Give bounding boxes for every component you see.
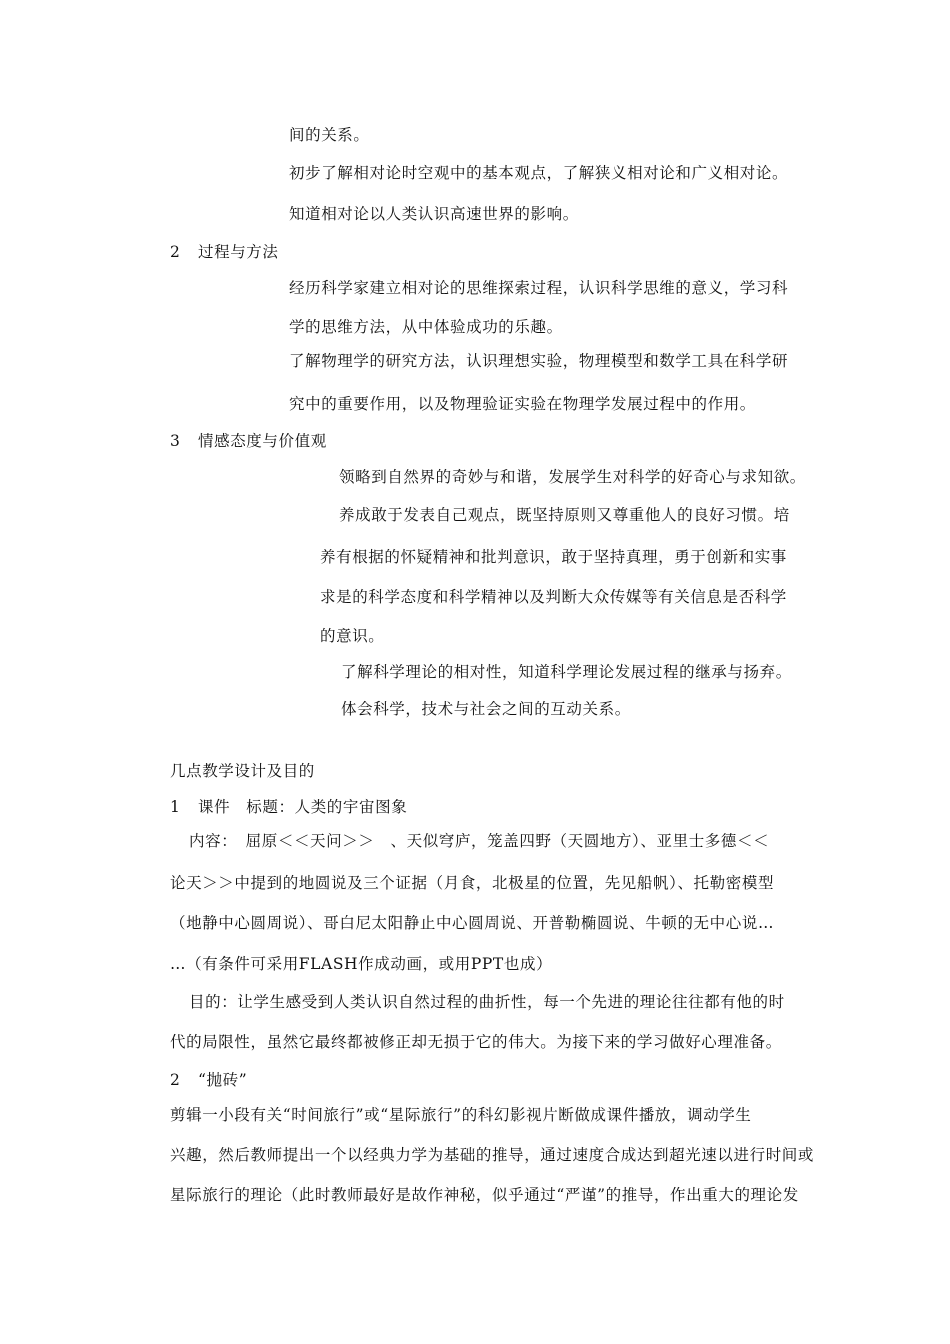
design-item-1-purpose-line-1: 目的：让学生感受到人类认识自然过程的曲折性，每一个先进的理论往往都有他的时 xyxy=(189,993,785,1011)
design-heading: 几点教学设计及目的 xyxy=(170,762,315,780)
attitude-p2-line-1: 养成敢于发表自己观点，既坚持原则又尊重他人的良好习惯。培 xyxy=(339,506,790,524)
design-item-1-content-line-2: 论天＞＞中提到的地圆说及三个证据（月食，北极星的位置，先见船帆）、托勒密模型 xyxy=(170,874,775,892)
knowledge-line-2: 初步了解相对论时空观中的基本观点，了解狭义相对论和广义相对论。 xyxy=(289,164,789,182)
knowledge-line-1: 间的关系。 xyxy=(289,126,370,144)
process-number: 2 xyxy=(170,243,181,261)
process-p2-line-2: 究中的重要作用，以及物理验证实验在物理学发展过程中的作用。 xyxy=(289,395,756,413)
attitude-p1: 领略到自然界的奇妙与和谐，发展学生对科学的好奇心与求知欲。 xyxy=(339,468,806,486)
attitude-number: 3 xyxy=(170,432,181,450)
process-heading-text: 过程与方法 xyxy=(198,243,279,261)
attitude-heading-text: 情感态度与价值观 xyxy=(198,432,327,450)
process-p1-line-1: 经历科学家建立相对论的思维探索过程，认识科学思维的意义，学习科 xyxy=(289,279,789,297)
design-item-1-heading xyxy=(170,797,407,817)
design-item-1-number: 1 xyxy=(170,798,181,816)
design-item-2-line-1: 剪辑一小段有关“时间旅行”或“星际旅行”的科幻影视片断做成课件播放，调动学生 xyxy=(170,1106,752,1124)
knowledge-line-3: 知道相对论以人类认识高速世界的影响。 xyxy=(289,205,579,223)
design-item-2-number: 2 xyxy=(170,1071,181,1089)
design-item-2-heading-text: “抛砖” xyxy=(198,1071,248,1089)
design-item-2-line-3: 星际旅行的理论（此时教师最好是故作神秘，似乎通过“严谨”的推导，作出重大的理论发 xyxy=(170,1186,799,1204)
process-p2-line-1: 了解物理学的研究方法，认识理想实验，物理模型和数学工具在科学研 xyxy=(289,352,789,370)
attitude-p4: 体会科学，技术与社会之间的互动关系。 xyxy=(341,700,631,718)
design-item-2-heading xyxy=(170,1070,247,1090)
design-item-1-heading-text: 课件 标题：人类的宇宙图象 xyxy=(198,798,408,816)
attitude-p2-line-3: 求是的科学态度和科学精神以及判断大众传媒等有关信息是否科学 xyxy=(320,588,787,606)
design-item-1-content-line-3: （地静中心圆周说）、哥白尼太阳静止中心圆周说、开普勒椭圆说、牛顿的无中心说… xyxy=(170,914,775,932)
design-item-2-line-2: 兴趣，然后教师提出一个以经典力学为基础的推导，通过速度合成达到超光速以进行时间或 xyxy=(170,1146,815,1164)
attitude-p2-line-2: 养有根据的怀疑精神和批判意识，敢于坚持真理，勇于创新和实事 xyxy=(320,548,787,566)
design-item-1-purpose-line-2: 代的局限性，虽然它最终都被修正却无损于它的伟大。为接下来的学习做好心理准备。 xyxy=(170,1033,782,1051)
design-item-1-content-line-4: …（有条件可采用FLASH作成动画，或用PPT也成） xyxy=(170,955,553,973)
process-heading xyxy=(170,242,279,262)
process-p1-line-2: 学的思维方法，从中体验成功的乐趣。 xyxy=(289,318,563,336)
attitude-p2-line-4: 的意识。 xyxy=(320,627,385,645)
attitude-p3: 了解科学理论的相对性，知道科学理论发展过程的继承与扬弃。 xyxy=(341,663,792,681)
design-item-1-content-line-1: 内容： 屈原＜＜天问＞＞ 、天似穹庐，笼盖四野（天圆地方）、亚里士多德＜＜ xyxy=(189,832,770,850)
attitude-heading xyxy=(170,431,327,451)
